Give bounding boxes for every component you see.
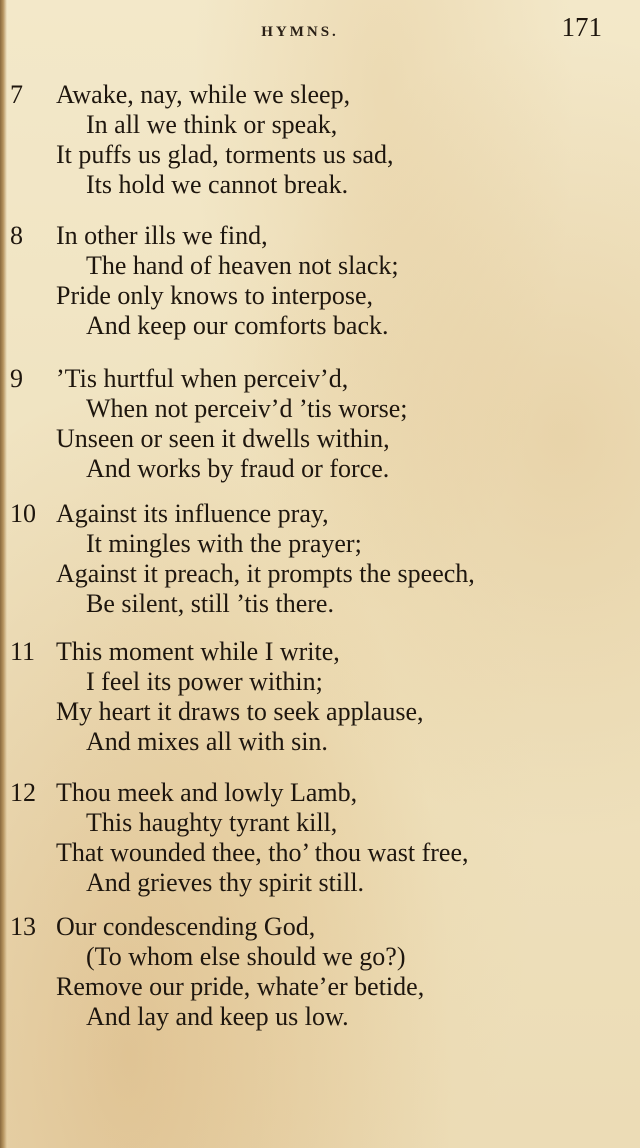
verse-line: My heart it draws to seek applause, (56, 697, 424, 726)
verse-line: And keep our comforts back. (86, 311, 389, 340)
verse-line: Remove our pride, whate’er betide, (56, 972, 425, 1001)
verse-line: Its hold we cannot break. (86, 170, 349, 199)
verse-line: It puffs us glad, torments us sad, (56, 140, 394, 169)
verse-line: And mixes all with sin. (86, 727, 328, 756)
verse-line: And grieves thy spirit still. (86, 868, 365, 897)
stanza-number: 12 (10, 778, 36, 807)
verse-line: ’Tis hurtful when perceiv’d, (56, 364, 349, 393)
verse-line: In other ills we find, (56, 221, 268, 250)
verse-line: Our condescending God, (56, 912, 316, 941)
verse-line: That wounded thee, tho’ thou wast free, (56, 838, 469, 867)
verse-line: Against it preach, it prompts the speech, (56, 559, 475, 588)
stanza-number: 10 (10, 499, 36, 528)
stanza-number: 11 (10, 637, 36, 666)
verse-line: (To whom else should we go?) (86, 942, 406, 971)
verse-line: In all we think or speak, (86, 110, 338, 139)
running-head: HYMNS. (261, 24, 339, 40)
verse-line: The hand of heaven not slack; (86, 251, 399, 280)
verse-line: This moment while I write, (56, 637, 340, 666)
verse-line: It mingles with the prayer; (86, 529, 362, 558)
stanza-number: 9 (10, 364, 23, 393)
verse-line: This haughty tyrant kill, (86, 808, 338, 837)
verse-line: I feel its power within; (86, 667, 323, 696)
verse-line: Thou meek and lowly Lamb, (56, 778, 358, 807)
verse-line: Unseen or seen it dwells within, (56, 424, 390, 453)
stanza-number: 8 (10, 221, 23, 250)
verse-line: Be silent, still ’tis there. (86, 589, 334, 618)
verse-line: When not perceiv’d ’tis worse; (86, 394, 408, 423)
stanza-number: 7 (10, 80, 23, 109)
verse-line: Against its influence pray, (56, 499, 329, 528)
verse-line: And lay and keep us low. (86, 1002, 349, 1031)
page-binding-edge (0, 0, 7, 1148)
verse-line: Awake, nay, while we sleep, (56, 80, 351, 109)
verse-line: Pride only knows to interpose, (56, 281, 374, 310)
verse-line: And works by fraud or force. (86, 454, 390, 483)
page-number: 171 (561, 12, 602, 42)
stanza-number: 13 (10, 912, 36, 941)
